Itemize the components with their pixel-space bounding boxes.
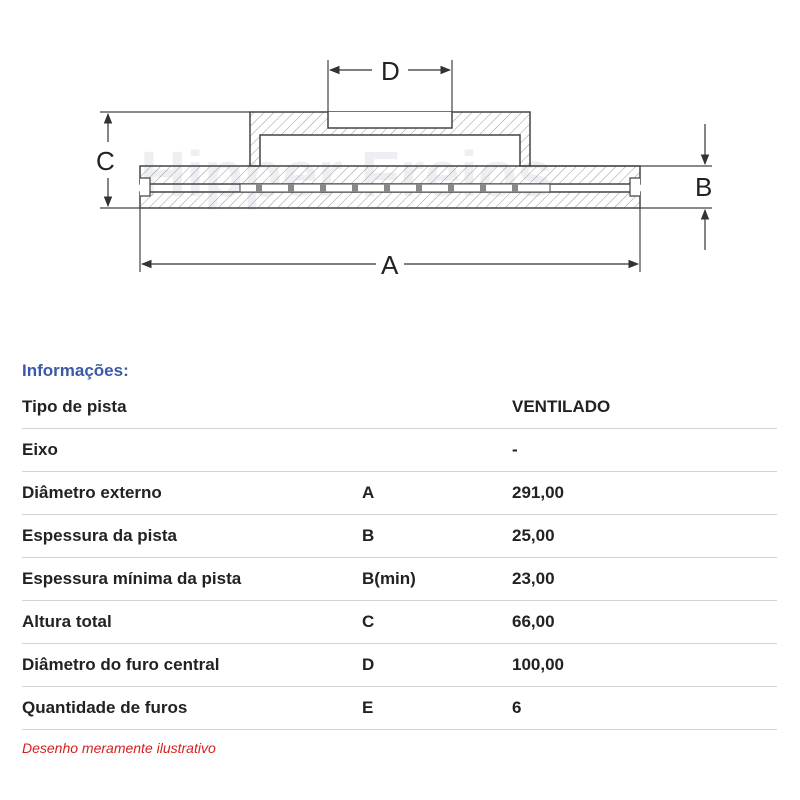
spec-table — [22, 386, 777, 730]
spec-label: Diâmetro externo — [22, 472, 362, 515]
spec-label: Altura total — [22, 601, 362, 644]
table-row — [22, 472, 777, 515]
spec-code — [362, 429, 512, 472]
spec-label: Quantidade de furos — [22, 687, 362, 730]
spec-code: C — [362, 601, 512, 644]
spec-code: E — [362, 687, 512, 730]
spec-code: B(min) — [362, 558, 512, 601]
spec-label: Espessura da pista — [22, 515, 362, 558]
ventilation-gap — [240, 184, 550, 192]
vane — [416, 184, 422, 192]
spec-label: Diâmetro do furo central — [22, 644, 362, 687]
dim-label-d: D — [381, 56, 400, 86]
spec-code: D — [362, 644, 512, 687]
upper-friction-plate — [140, 166, 640, 184]
spec-value: 100,00 — [512, 644, 777, 687]
vane — [480, 184, 486, 192]
spec-table-body — [22, 386, 777, 730]
spec-label: Espessura mínima da pista — [22, 558, 362, 601]
table-row — [22, 644, 777, 687]
spec-code — [362, 386, 512, 429]
spec-value: 25,00 — [512, 515, 777, 558]
spec-value: 6 — [512, 687, 777, 730]
edge-groove-right — [630, 178, 640, 196]
illustrative-note: Desenho meramente ilustrativo — [22, 740, 216, 756]
table-row — [22, 687, 777, 730]
brake-disc-drawing — [0, 0, 800, 300]
spec-value: VENTILADO — [512, 386, 777, 429]
center-hole-step — [328, 112, 452, 128]
spec-value: - — [512, 429, 777, 472]
info-section — [22, 356, 778, 730]
spec-label: Tipo de pista — [22, 386, 362, 429]
info-title: Informações: — [22, 361, 129, 380]
lower-friction-plate — [140, 192, 640, 208]
edge-groove-left — [140, 178, 150, 196]
dim-label-b: B — [695, 172, 713, 202]
dim-label-c: C — [96, 146, 115, 176]
vane — [320, 184, 326, 192]
vane — [448, 184, 454, 192]
vane — [256, 184, 262, 192]
spec-code: A — [362, 472, 512, 515]
spec-value: 291,00 — [512, 472, 777, 515]
vane — [352, 184, 358, 192]
vane — [512, 184, 518, 192]
table-row — [22, 515, 777, 558]
spec-value: 66,00 — [512, 601, 777, 644]
vane — [384, 184, 390, 192]
spec-code: B — [362, 515, 512, 558]
spec-value: 23,00 — [512, 558, 777, 601]
table-row — [22, 429, 777, 472]
table-row — [22, 601, 777, 644]
dim-label-a: A — [381, 250, 399, 280]
table-row — [22, 386, 777, 429]
spec-label: Eixo — [22, 429, 362, 472]
table-row — [22, 558, 777, 601]
vane — [288, 184, 294, 192]
